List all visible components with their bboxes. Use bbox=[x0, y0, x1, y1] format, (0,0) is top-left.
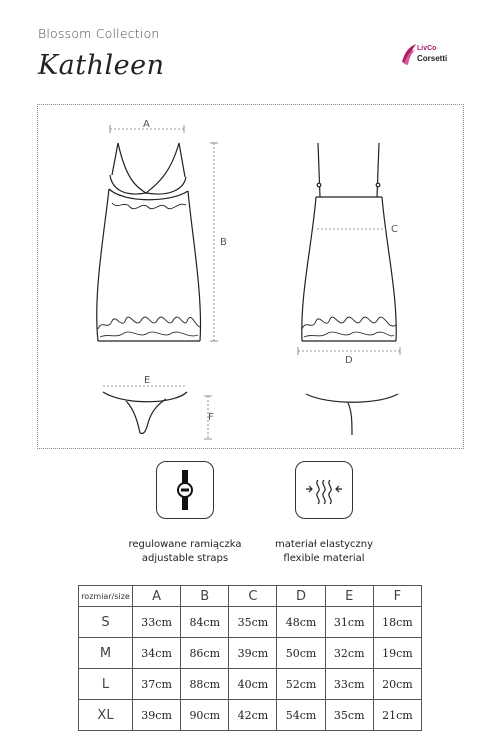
size-cell: M bbox=[79, 638, 133, 669]
table-cell: 33cm bbox=[133, 607, 181, 638]
table-row bbox=[79, 607, 422, 638]
table-cell: 90cm bbox=[181, 700, 229, 731]
adjustable-straps-label bbox=[105, 538, 265, 566]
table-cell: 39cm bbox=[133, 700, 181, 731]
size-cell: L bbox=[79, 669, 133, 700]
front-dimensions bbox=[110, 125, 218, 341]
dimension-label-f: F bbox=[208, 412, 214, 423]
table-cell: 18cm bbox=[373, 607, 421, 638]
column-header-e: E bbox=[325, 586, 373, 607]
size-cell: S bbox=[79, 607, 133, 638]
table-cell: 35cm bbox=[325, 700, 373, 731]
adjustable-straps-label-en: adjustable straps bbox=[141, 553, 229, 564]
table-cell: 50cm bbox=[277, 638, 325, 669]
column-header-b: B bbox=[181, 586, 229, 607]
column-header-f: F bbox=[373, 586, 421, 607]
dimension-label-b: B bbox=[220, 237, 227, 248]
flexible-material-icon bbox=[296, 462, 352, 518]
table-cell: 84cm bbox=[181, 607, 229, 638]
logo-text-top: LivCo bbox=[417, 45, 437, 52]
flexible-material-label-pl: materiał elastyczny bbox=[274, 539, 374, 550]
adjustable-straps-icon bbox=[157, 462, 213, 518]
thong-dimensions bbox=[103, 386, 212, 439]
size-table-header-row bbox=[79, 586, 422, 607]
column-header-d: D bbox=[277, 586, 325, 607]
table-cell: 21cm bbox=[373, 700, 421, 731]
size-table bbox=[78, 585, 422, 731]
flexible-material-feature bbox=[295, 461, 353, 519]
table-cell: 33cm bbox=[325, 669, 373, 700]
table-cell: 31cm bbox=[325, 607, 373, 638]
table-cell: 40cm bbox=[229, 669, 277, 700]
dimension-label-e: E bbox=[144, 375, 151, 386]
logo-ribbon-icon bbox=[400, 42, 418, 68]
thong-back bbox=[306, 394, 398, 435]
dimension-label-a: A bbox=[143, 119, 150, 130]
table-cell: 35cm bbox=[229, 607, 277, 638]
table-cell: 39cm bbox=[229, 638, 277, 669]
front-view bbox=[97, 143, 201, 341]
back-dimensions bbox=[298, 229, 400, 355]
table-row bbox=[79, 700, 422, 731]
table-cell: 20cm bbox=[373, 669, 421, 700]
logo-text-bottom: Corsetti bbox=[417, 54, 448, 63]
dimension-label-c: C bbox=[391, 224, 398, 235]
brand-logo bbox=[400, 42, 470, 68]
table-cell: 42cm bbox=[229, 700, 277, 731]
table-cell: 34cm bbox=[133, 638, 181, 669]
size-column-header: rozmiar/size bbox=[79, 586, 133, 607]
table-cell: 86cm bbox=[181, 638, 229, 669]
table-cell: 52cm bbox=[277, 669, 325, 700]
table-cell: 19cm bbox=[373, 638, 421, 669]
back-view bbox=[302, 143, 396, 341]
column-header-c: C bbox=[229, 586, 277, 607]
table-cell: 54cm bbox=[277, 700, 325, 731]
table-cell: 88cm bbox=[181, 669, 229, 700]
table-cell: 48cm bbox=[277, 607, 325, 638]
product-name: Kathleen bbox=[38, 50, 165, 81]
size-cell: XL bbox=[79, 700, 133, 731]
adjustable-straps-label-pl: regulowane ramiączka bbox=[128, 539, 242, 550]
flexible-material-label bbox=[244, 538, 404, 566]
garment-drawing bbox=[38, 105, 465, 450]
thong-front bbox=[103, 392, 187, 434]
flexible-material-label-en: flexible material bbox=[283, 553, 365, 564]
table-cell: 37cm bbox=[133, 669, 181, 700]
column-header-a: A bbox=[133, 586, 181, 607]
table-cell: 32cm bbox=[325, 638, 373, 669]
dimension-label-d: D bbox=[345, 355, 353, 366]
table-row bbox=[79, 669, 422, 700]
adjustable-straps-feature bbox=[156, 461, 214, 519]
table-row bbox=[79, 638, 422, 669]
collection-title: Blossom Collection bbox=[38, 26, 160, 41]
technical-drawing-frame bbox=[37, 104, 464, 449]
